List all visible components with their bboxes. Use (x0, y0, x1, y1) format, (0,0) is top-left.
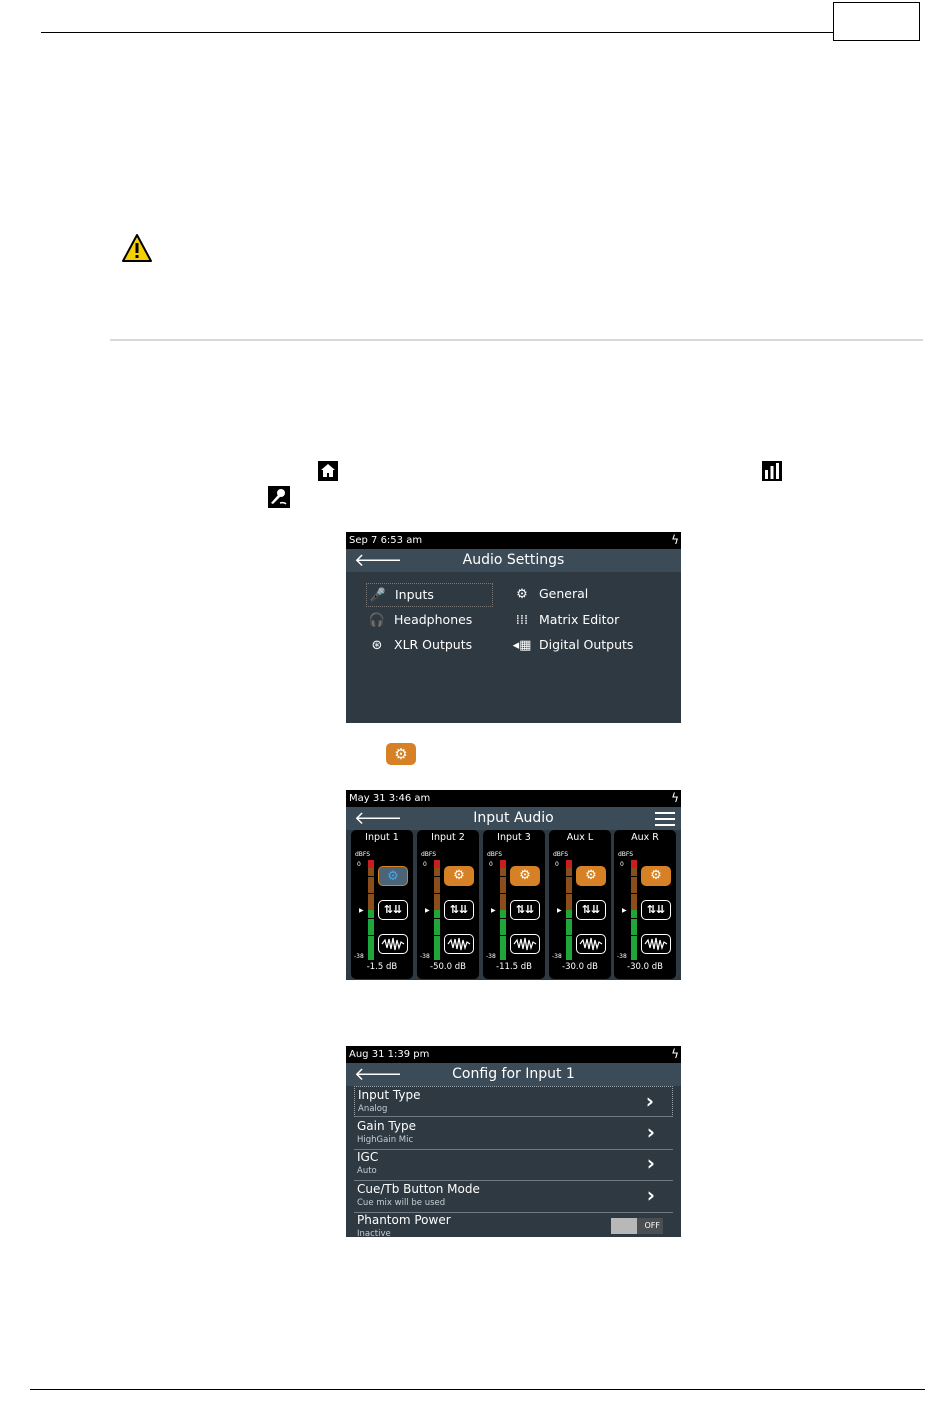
meter-segment (368, 936, 374, 944)
screen-title: Input Audio (473, 810, 554, 826)
meter-segment (434, 868, 440, 876)
chevron-right-icon: › (646, 1120, 655, 1144)
toggle-label: OFF (644, 1221, 660, 1230)
xlr-icon: ⊛ (371, 638, 383, 653)
dbfs-label: dBFS (553, 851, 569, 858)
channel-name: Input 1 (365, 832, 399, 843)
screen-title: Config for Input 1 (452, 1066, 575, 1082)
screen-title: Audio Settings (462, 552, 565, 568)
channel-fader-button[interactable] (378, 900, 408, 920)
waveform-icon (578, 936, 604, 952)
row-subtitle: Cue mix will be used (357, 1198, 446, 1208)
status-bar (346, 1046, 681, 1063)
channel-strip (483, 830, 545, 979)
channel-waveform-button[interactable] (641, 934, 671, 954)
meter-segment (368, 927, 374, 935)
level-meter (631, 860, 637, 961)
meter-segment (631, 877, 637, 885)
meter-segment (368, 877, 374, 885)
meters-icon (762, 461, 782, 481)
meter-segment (368, 910, 374, 918)
charging-icon: ϟ (671, 791, 679, 805)
meter-segment (566, 952, 572, 960)
page-number-box (833, 2, 920, 41)
menu-item-digital-outputs[interactable] (511, 634, 633, 656)
waveform-icon (380, 936, 406, 952)
digital-output-icon: ◂▦ (512, 638, 532, 653)
channel-fader-button[interactable] (641, 900, 671, 920)
level-meter (566, 860, 572, 961)
meter-segment (631, 927, 637, 935)
channel-level-value: -30.0 dB (627, 962, 663, 972)
channel-waveform-button[interactable] (510, 934, 540, 954)
meter-segment (368, 860, 374, 868)
dbfs-label: dBFS (618, 851, 634, 858)
config-row-input-type[interactable] (354, 1086, 673, 1117)
meter-segment (500, 868, 506, 876)
status-time: May 31 3:46 am (349, 793, 431, 804)
scale-zero-label: 0 (357, 861, 361, 868)
title-bar (346, 1063, 681, 1086)
scale-bottom-label: -38 (486, 953, 496, 960)
meter-segment (434, 919, 440, 927)
waveform-icon (446, 936, 472, 952)
faders-icon: ⇅⇊ (515, 903, 535, 916)
warning-icon (121, 233, 153, 263)
row-title: Cue/Tb Button Mode (357, 1182, 480, 1196)
gear-icon: ⚙ (387, 869, 399, 884)
level-pointer-icon: ▶ (491, 907, 496, 914)
channel-name: Aux R (631, 832, 659, 843)
scale-zero-label: 0 (489, 861, 493, 868)
meter-segment (500, 936, 506, 944)
channel-name: Aux L (566, 832, 594, 843)
toggle-knob (611, 1218, 637, 1234)
channel-waveform-button[interactable] (576, 934, 606, 954)
meter-segment (368, 894, 374, 902)
meter-segment (500, 894, 506, 902)
level-pointer-icon: ▶ (622, 907, 627, 914)
channel-strip (549, 830, 611, 979)
level-pointer-icon: ▶ (359, 907, 364, 914)
level-meter (500, 860, 506, 961)
chevron-right-icon: › (646, 1183, 655, 1207)
meter-segment (631, 868, 637, 876)
waveform-icon (643, 936, 669, 952)
status-time: Aug 31 1:39 pm (349, 1049, 430, 1060)
title-bar (346, 807, 681, 830)
meter-segment (566, 860, 572, 868)
back-arrow-icon[interactable]: 🡐 (354, 550, 403, 571)
audio-settings-screen (346, 532, 681, 723)
menu-item-label: Headphones (394, 612, 473, 627)
gears-icon: ⚙ (516, 587, 528, 602)
meter-segment (434, 936, 440, 944)
charging-icon: ϟ (671, 1047, 679, 1061)
meter-segment (500, 877, 506, 885)
config-row-igc[interactable] (354, 1149, 673, 1181)
gear-settings-icon: ⚙ (386, 743, 416, 765)
dbfs-label: dBFS (487, 851, 503, 858)
faders-icon: ⇅⇊ (449, 903, 469, 916)
meter-segment (368, 885, 374, 893)
meter-segment (434, 910, 440, 918)
channel-name: Input 3 (497, 832, 531, 843)
meter-segment (500, 944, 506, 952)
meter-segment (566, 936, 572, 944)
meter-segment (631, 885, 637, 893)
dbfs-label: dBFS (421, 851, 437, 858)
phantom-power-toggle[interactable] (611, 1218, 663, 1234)
scale-bottom-label: -38 (420, 953, 430, 960)
menu-item-matrix-editor[interactable] (511, 609, 619, 631)
meter-segment (434, 927, 440, 935)
home-icon (318, 461, 338, 481)
level-meter (434, 860, 440, 961)
input-audio-screen (346, 790, 681, 980)
meter-segment (566, 910, 572, 918)
menu-item-headphones[interactable] (366, 609, 472, 631)
meter-segment (434, 952, 440, 960)
meter-segment (500, 860, 506, 868)
config-row-phantom-power (354, 1212, 673, 1237)
meter-segment (566, 894, 572, 902)
waveform-icon (512, 936, 538, 952)
channel-settings-button[interactable] (444, 866, 474, 886)
gear-icon: ⚙ (453, 868, 465, 883)
menu-item-label: Inputs (395, 587, 434, 602)
meter-segment (566, 868, 572, 876)
chevron-right-icon: › (646, 1151, 655, 1175)
channel-settings-button[interactable] (641, 866, 671, 886)
scale-zero-label: 0 (620, 861, 624, 868)
level-pointer-icon: ▶ (425, 907, 430, 914)
meter-segment (500, 885, 506, 893)
menu-item-label: Matrix Editor (539, 612, 620, 627)
headphones-icon: 🎧 (368, 613, 386, 628)
channel-settings-button[interactable] (378, 866, 408, 886)
meter-segment (368, 919, 374, 927)
footer-rule (30, 1389, 925, 1390)
faders-icon: ⇅⇊ (383, 903, 403, 916)
channel-level-value: -11.5 dB (496, 962, 532, 972)
menu-item-inputs[interactable] (366, 583, 493, 607)
channel-name: Input 2 (431, 832, 465, 843)
config-row-cue-tb-button-mode[interactable] (354, 1181, 673, 1213)
config-row-gain-type[interactable] (354, 1118, 673, 1150)
back-arrow-icon[interactable]: 🡐 (354, 1064, 403, 1085)
scale-zero-label: 0 (555, 861, 559, 868)
row-title: Phantom Power (357, 1213, 451, 1227)
scale-bottom-label: -38 (617, 953, 627, 960)
meter-segment (434, 877, 440, 885)
level-pointer-icon: ▶ (557, 907, 562, 914)
grid-icon: ⁞⁞⁞ (515, 613, 529, 628)
charging-icon: ϟ (671, 533, 679, 547)
chevron-right-icon: › (645, 1089, 654, 1113)
channel-level-value: -1.5 dB (366, 962, 398, 972)
channel-level-value: -30.0 dB (562, 962, 598, 972)
row-subtitle: HighGain Mic (357, 1135, 414, 1145)
section-divider (110, 339, 923, 341)
meter-segment (631, 894, 637, 902)
back-arrow-icon[interactable]: 🡐 (354, 808, 403, 829)
meter-segment (368, 944, 374, 952)
channel-waveform-button[interactable] (378, 934, 408, 954)
menu-icon[interactable] (655, 812, 675, 826)
scale-bottom-label: -38 (354, 953, 364, 960)
row-subtitle: Analog (358, 1104, 388, 1114)
faders-icon: ⇅⇊ (646, 903, 666, 916)
channel-level-value: -50.0 dB (430, 962, 466, 972)
channel-strip (417, 830, 479, 979)
meter-segment (434, 944, 440, 952)
header-rule (41, 32, 834, 33)
menu-item-xlr-outputs[interactable] (366, 634, 472, 656)
row-title: Input Type (358, 1088, 421, 1102)
meter-segment (368, 952, 374, 960)
menu-item-general[interactable] (511, 583, 588, 605)
meter-segment (368, 902, 374, 910)
meter-segment (631, 919, 637, 927)
meter-segment (631, 902, 637, 910)
row-title: Gain Type (357, 1119, 416, 1133)
meter-segment (566, 885, 572, 893)
meter-segment (566, 927, 572, 935)
meter-segment (368, 868, 374, 876)
meter-segment (566, 902, 572, 910)
meter-segment (631, 952, 637, 960)
channel-fader-button[interactable] (576, 900, 606, 920)
channel-fader-button[interactable] (510, 900, 540, 920)
channel-strip (351, 830, 413, 979)
channel-fader-button[interactable] (444, 900, 474, 920)
meter-segment (631, 860, 637, 868)
config-screen (346, 1046, 681, 1237)
meter-segment (500, 927, 506, 935)
row-title: IGC (357, 1150, 379, 1164)
meter-segment (566, 944, 572, 952)
level-meter (368, 860, 374, 961)
meter-segment (500, 910, 506, 918)
status-time: Sep 7 6:53 am (349, 535, 423, 546)
meter-segment (434, 885, 440, 893)
menu-item-label: XLR Outputs (394, 637, 473, 652)
scale-bottom-label: -38 (552, 953, 562, 960)
scale-zero-label: 0 (423, 861, 427, 868)
meter-segment (500, 902, 506, 910)
channel-waveform-button[interactable] (444, 934, 474, 954)
meter-segment (500, 919, 506, 927)
microphone-icon: 🎤 (369, 588, 387, 603)
meter-segment (566, 919, 572, 927)
meter-segment (631, 910, 637, 918)
channel-settings-button[interactable] (576, 866, 606, 886)
input-microphone-icon (268, 486, 290, 508)
dbfs-label: dBFS (355, 851, 371, 858)
status-bar (346, 532, 681, 549)
meter-segment (500, 952, 506, 960)
channel-strip (614, 830, 676, 979)
status-bar (346, 790, 681, 807)
meter-segment (434, 894, 440, 902)
meter-segment (434, 902, 440, 910)
gear-icon: ⚙ (650, 868, 662, 883)
faders-icon: ⇅⇊ (581, 903, 601, 916)
meter-segment (434, 860, 440, 868)
gear-icon: ⚙ (585, 868, 597, 883)
meter-segment (631, 936, 637, 944)
row-subtitle: Auto (357, 1166, 377, 1176)
meter-segment (631, 944, 637, 952)
title-bar (346, 549, 681, 572)
meter-segment (566, 877, 572, 885)
menu-item-label: Digital Outputs (539, 637, 634, 652)
gear-icon: ⚙ (519, 868, 531, 883)
row-subtitle: Inactive (357, 1229, 391, 1237)
channel-settings-button[interactable] (510, 866, 540, 886)
menu-item-label: General (539, 586, 589, 601)
